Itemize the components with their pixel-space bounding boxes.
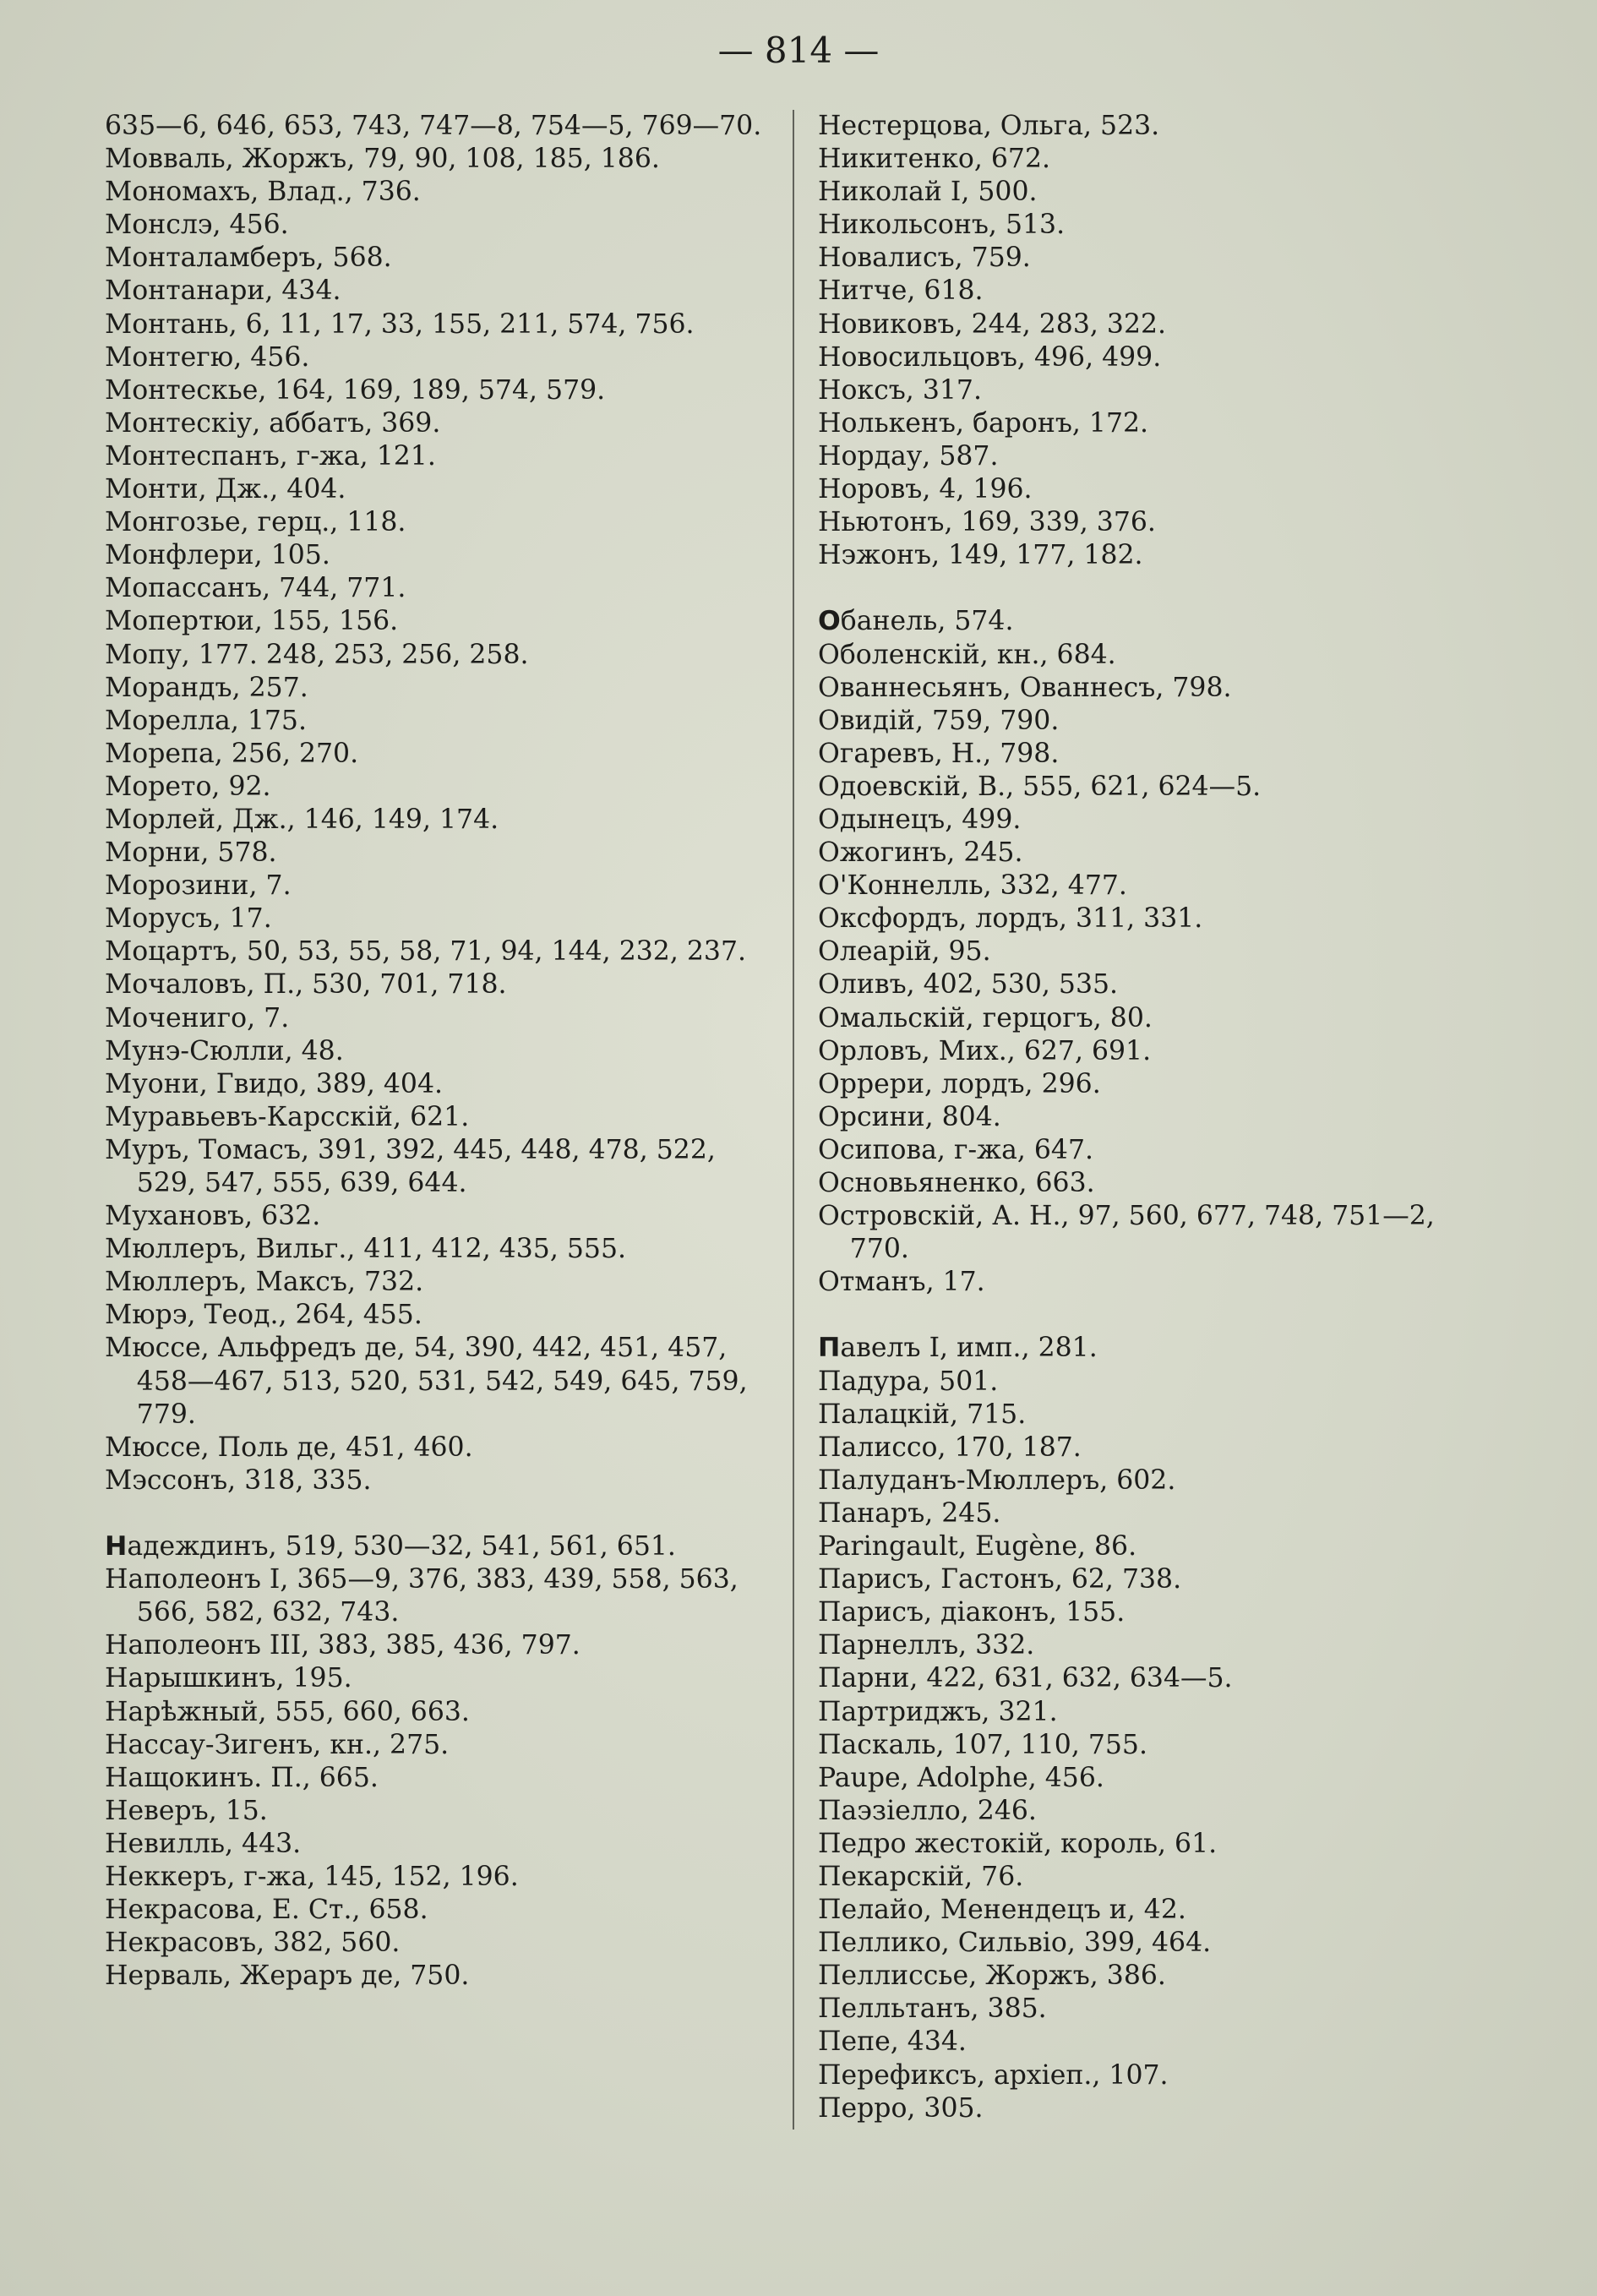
index-entry-text: Парнеллъ, 332.: [818, 1630, 1035, 1661]
index-entry-text: Наполеонъ III, 383, 385, 436, 797.: [105, 1630, 580, 1661]
index-entry-text: авелъ I, имп., 281.: [840, 1333, 1098, 1364]
index-entry-text: Нарѣжный, 555, 660, 663.: [105, 1696, 470, 1727]
index-entry: [105, 1101, 772, 1134]
section-gap: [818, 572, 1477, 605]
index-entry: [105, 1696, 772, 1729]
index-entry: [105, 738, 772, 771]
index-entry-text: Одынецъ, 499.: [818, 804, 1022, 835]
index-entry-text: Мопертюи, 155, 156.: [105, 606, 399, 637]
index-entry-text: Мопассанъ, 744, 771.: [105, 573, 406, 604]
index-entry: [105, 110, 772, 143]
index-entry-text: Олеарiй, 95.: [818, 936, 991, 968]
index-entry-text: Нордау, 587.: [818, 440, 999, 472]
index-entry: [105, 1035, 772, 1068]
index-entry-text: Неккеръ, г-жа, 145, 152, 196.: [105, 1861, 519, 1892]
index-entry-text: Монтанари, 434.: [105, 275, 341, 307]
index-entry-text: Палацкiй, 715.: [818, 1399, 1027, 1430]
index-entry-text: Никольсонъ, 513.: [818, 210, 1066, 241]
index-entry: [818, 1134, 1477, 1167]
index-entry-text: Монталамберъ, 568.: [105, 243, 392, 274]
index-entry-text: О'Коннелль, 332, 477.: [818, 870, 1127, 902]
index-entry: [818, 143, 1477, 176]
index-entry: [105, 407, 772, 440]
index-entry-text: Орловъ, Мих., 627, 691.: [818, 1035, 1152, 1066]
index-entry: [818, 1861, 1477, 1894]
index-entry: [105, 1927, 772, 1960]
index-entry: [818, 1729, 1477, 1762]
index-entry: [105, 1662, 772, 1695]
column-divider: [793, 110, 794, 2130]
index-entry: [105, 1894, 772, 1927]
index-entry: [105, 374, 772, 407]
index-entry: [818, 605, 1477, 638]
index-entry-text: Нестерцова, Ольга, 523.: [818, 111, 1160, 141]
index-entry-text: Нассау-Зигенъ, кн., 275.: [105, 1729, 450, 1760]
index-entry-text: Новиковъ, 244, 283, 322.: [818, 308, 1167, 340]
index-entry: [105, 968, 772, 1001]
index-entry: [105, 1795, 772, 1828]
index-entry: [818, 1167, 1477, 1200]
index-entry-text: Пеллико, Сильвiо, 399, 464.: [818, 1928, 1212, 1959]
index-entry: [818, 242, 1477, 275]
index-entry: [818, 1894, 1477, 1927]
index-entry: [818, 1035, 1477, 1068]
index-entry: [105, 672, 772, 705]
index-entry-text: Падура, 501.: [818, 1366, 999, 1397]
index-entry-text: Пелльтанъ, 385.: [818, 1993, 1047, 2025]
index-entry-text: Мюссе, Альфредъ де, 54, 390, 442, 451, 457, 458—467, 513, 520, 531, 542, 549, 645, 759, 779.: [105, 1333, 748, 1430]
index-entry: [818, 1399, 1477, 1432]
index-entry-text: Мопу, 177. 248, 253, 256, 258.: [105, 639, 529, 670]
index-entry-text: Мовваль, Жоржъ, 79, 90, 108, 185, 186.: [105, 144, 660, 175]
index-entry-text: банель, 574.: [840, 606, 1014, 637]
index-entry: [818, 837, 1477, 870]
index-entry: [818, 1762, 1477, 1795]
index-entry: [818, 374, 1477, 407]
index-entry: [818, 1366, 1477, 1399]
index-column-left: [105, 110, 772, 1993]
index-entry-text: Оливъ, 402, 530, 535.: [818, 969, 1119, 1001]
index-entry-text: Нолькенъ, баронъ, 172.: [818, 407, 1149, 439]
index-entry: [818, 341, 1477, 374]
index-entry: [105, 1002, 772, 1035]
index-entry-text: Монтескье, 164, 169, 189, 574, 579.: [105, 374, 606, 406]
index-entry: [818, 473, 1477, 506]
index-entry: [105, 1530, 772, 1563]
index-entry-text: Мэссонъ, 318, 335.: [105, 1464, 372, 1496]
index-entry-text: Мочаловъ, П., 530, 701, 718.: [105, 969, 507, 1001]
index-entry: [818, 1068, 1477, 1101]
index-entry: [105, 341, 772, 374]
index-entry: [818, 1563, 1477, 1596]
index-entry-text: Морепа, 256, 270.: [105, 738, 359, 769]
index-entry: [818, 968, 1477, 1001]
index-entry-text: Пеллиссье, Жоржъ, 386.: [818, 1961, 1166, 1992]
index-entry: [105, 308, 772, 341]
index-entry-text: Наполеонъ I, 365—9, 376, 383, 439, 558, 563, 566, 582, 632, 743.: [105, 1564, 739, 1628]
index-entry-text: Ожогинъ, 245.: [818, 837, 1023, 869]
index-entry-text: Морето, 92.: [105, 771, 271, 802]
index-entry-text: Огаревъ, Н., 798.: [818, 738, 1060, 769]
index-entry: [818, 209, 1477, 242]
index-entry: [818, 110, 1477, 143]
index-entry-text: Морлей, Дж., 146, 149, 174.: [105, 804, 499, 835]
index-entry-text: Муони, Гвидо, 389, 404.: [105, 1068, 444, 1099]
index-entry: [818, 705, 1477, 738]
index-entry-text: Осипова, г-жа, 647.: [818, 1134, 1094, 1165]
section-initial: П: [818, 1333, 841, 1364]
index-entry: [818, 1927, 1477, 1960]
index-entry: [818, 935, 1477, 968]
index-entry: [105, 1134, 772, 1200]
index-entry-text: Нитче, 618.: [818, 275, 984, 307]
index-entry-text: Невилль, 443.: [105, 1828, 302, 1859]
index-entry-text: Мюллеръ, Максъ, 732.: [105, 1267, 424, 1298]
index-entry: [818, 1332, 1477, 1365]
index-entry: [818, 176, 1477, 209]
index-entry: [818, 1795, 1477, 1828]
index-entry: [818, 804, 1477, 837]
index-column-right: [818, 110, 1477, 2125]
index-entry-text: Некрасова, Е. Ст., 658.: [105, 1895, 428, 1926]
index-entry-text: Панаръ, 245.: [818, 1497, 1001, 1529]
index-entry: [105, 1464, 772, 1497]
index-entry: [818, 672, 1477, 705]
index-entry-text: Монгозье, герц., 118.: [105, 507, 406, 538]
index-entry: [105, 440, 772, 473]
index-entry: [105, 1068, 772, 1101]
index-entry: [818, 407, 1477, 440]
index-entry: [105, 209, 772, 242]
index-entry-text: Новосильцовъ, 496, 499.: [818, 341, 1162, 373]
index-entry: [818, 1432, 1477, 1464]
index-entry: [818, 440, 1477, 473]
index-entry-text: Монтескiу, аббатъ, 369.: [105, 407, 441, 439]
index-entry-text: Николай I, 500.: [818, 177, 1038, 208]
index-entry-text: Морни, 578.: [105, 837, 277, 869]
index-entry: [818, 1530, 1477, 1563]
index-entry: [105, 539, 772, 572]
index-entry: [818, 539, 1477, 572]
index-entry: [818, 275, 1477, 308]
index-entry-text: Муръ, Томасъ, 391, 392, 445, 448, 478, 522, 529, 547, 555, 639, 644.: [105, 1134, 716, 1198]
index-entry: [105, 1432, 772, 1464]
index-entry: [105, 473, 772, 506]
index-entry-text: Отманъ, 17.: [818, 1267, 985, 1298]
index-entry: [818, 308, 1477, 341]
index-entry-text: Paupe, Adolphe, 456.: [818, 1762, 1104, 1793]
section-initial: Н: [105, 1531, 128, 1562]
index-entry-text: Ньютонъ, 169, 339, 376.: [818, 507, 1156, 538]
index-entry: [105, 1299, 772, 1332]
index-entry-text: Мюссе, Поль де, 451, 460.: [105, 1432, 473, 1463]
index-entry: [818, 2092, 1477, 2125]
index-entry-text: Монтань, 6, 11, 17, 33, 155, 211, 574, 756.: [105, 308, 695, 340]
index-entry: [818, 738, 1477, 771]
index-entry: [105, 572, 772, 605]
index-entry: [105, 1563, 772, 1629]
index-entry: [818, 1464, 1477, 1497]
index-entry-text: Орсини, 804.: [818, 1101, 1001, 1132]
index-entry-text: Мюрэ, Теод., 264, 455.: [105, 1300, 422, 1331]
index-entry-text: Моцартъ, 50, 53, 55, 58, 71, 94, 144, 232, 237.: [105, 936, 746, 968]
index-entry: [105, 804, 772, 837]
index-entry: [818, 1002, 1477, 1035]
index-entry: [818, 639, 1477, 672]
index-entry-text: Перро, 305.: [818, 2092, 984, 2124]
index-entry-text: Монслэ, 456.: [105, 210, 289, 241]
index-entry-text: Ноксъ, 317.: [818, 374, 982, 406]
index-entry: [105, 1960, 772, 1993]
index-entry-text: Паэзiелло, 246.: [818, 1795, 1037, 1826]
index-entry: [105, 1629, 772, 1662]
index-entry-text: Перефиксъ, архiеп., 107.: [818, 2059, 1169, 2091]
index-entry-text: Никитенко, 672.: [818, 144, 1051, 175]
section-gap: [818, 1299, 1477, 1332]
index-entry-text: Оксфордъ, лордъ, 311, 331.: [818, 903, 1203, 935]
index-entry-text: Некрасовъ, 382, 560.: [105, 1928, 401, 1959]
index-entry-text: Пекарскiй, 76.: [818, 1861, 1024, 1892]
index-entry: [105, 1861, 772, 1894]
index-entry-text: Оррери, лордъ, 296.: [818, 1068, 1101, 1099]
index-entry: [105, 705, 772, 738]
index-entry: [105, 1762, 772, 1795]
index-entry: [818, 1596, 1477, 1629]
index-entry-text: Паскаль, 107, 110, 755.: [818, 1729, 1147, 1760]
index-entry: [105, 837, 772, 870]
index-entry-text: Морусъ, 17.: [105, 903, 272, 935]
index-entry: [818, 1266, 1477, 1299]
index-entry-text: Монтеспанъ, г-жа, 121.: [105, 440, 436, 472]
index-entry-text: Оболенскiй, кн., 684.: [818, 639, 1116, 670]
index-entry-text: Палуданъ-Мюллеръ, 602.: [818, 1464, 1176, 1496]
section-gap: [105, 1497, 772, 1530]
index-entry: [818, 1629, 1477, 1662]
index-entry-text: Мочениго, 7.: [105, 1002, 290, 1033]
index-entry-text: Островскiй, А. Н., 97, 560, 677, 748, 751—2, 770.: [818, 1201, 1435, 1265]
index-entry-text: Нащокинъ. П., 665.: [105, 1762, 379, 1793]
index-entry-text: Парисъ, дiаконъ, 155.: [818, 1597, 1126, 1628]
index-entry-text: Морозини, 7.: [105, 870, 292, 902]
index-entry: [818, 1828, 1477, 1861]
index-entry: [105, 870, 772, 903]
index-entry: [105, 605, 772, 638]
index-entry-text: Монфлери, 105.: [105, 540, 330, 571]
index-entry-text: Морелла, 175.: [105, 705, 307, 736]
index-entry-text: Муравьевъ-Карсскiй, 621.: [105, 1101, 470, 1132]
index-entry-text: Мюллеръ, Вильг., 411, 412, 435, 555.: [105, 1234, 627, 1265]
index-entry: [818, 771, 1477, 804]
index-entry-text: Парисъ, Гастонъ, 62, 738.: [818, 1564, 1182, 1595]
index-entry: [105, 1729, 772, 1762]
index-entry: [818, 1960, 1477, 1993]
index-entry-text: Неверъ, 15.: [105, 1795, 268, 1826]
index-entry: [105, 1233, 772, 1266]
index-entry-text: Омальскiй, герцогъ, 80.: [818, 1002, 1153, 1033]
index-entry: [105, 771, 772, 804]
page-number: — 814 —: [717, 30, 880, 71]
index-entry-text: Мунэ-Сюлли, 48.: [105, 1035, 344, 1066]
index-entry-text: адеждинъ, 519, 530—32, 541, 561, 651.: [127, 1531, 676, 1562]
index-entry-text: Ованнесьянъ, Ованнесъ, 798.: [818, 672, 1232, 703]
index-entry-text: Норовъ, 4, 196.: [818, 474, 1033, 505]
index-entry-text: Нэжонъ, 149, 177, 182.: [818, 540, 1143, 571]
index-entry: [105, 176, 772, 209]
index-entry: [818, 903, 1477, 935]
index-entry: [105, 1266, 772, 1299]
index-entry-text: Нарышкинъ, 195.: [105, 1663, 352, 1694]
index-entry: [818, 1993, 1477, 2026]
index-entry-text: Мономахъ, Влад., 736.: [105, 177, 421, 208]
index-entry-text: Овидiй, 759, 790.: [818, 705, 1060, 736]
index-entry-text: Педро жестокiй, король, 61.: [818, 1828, 1218, 1859]
index-entry: [105, 242, 772, 275]
index-entry: [818, 1696, 1477, 1729]
index-entry-text: Палиссо, 170, 187.: [818, 1432, 1082, 1463]
section-initial: О: [818, 606, 841, 637]
index-entry: [105, 639, 772, 672]
index-entry: [105, 1332, 772, 1431]
index-entry: [105, 903, 772, 935]
index-entry-text: Пелайо, Менендецъ и, 42.: [818, 1895, 1186, 1926]
index-entry-text: Новалисъ, 759.: [818, 243, 1031, 274]
index-entry: [105, 1828, 772, 1861]
index-entry-text: Мухановъ, 632.: [105, 1201, 321, 1232]
index-entry-text: Одоевскiй, В., 555, 621, 624—5.: [818, 771, 1262, 802]
index-entry-text: Партриджъ, 321.: [818, 1696, 1058, 1727]
index-entry-text: Парни, 422, 631, 632, 634—5.: [818, 1663, 1233, 1694]
index-entry: [105, 143, 772, 176]
index-entry: [105, 935, 772, 968]
index-entry: [818, 2026, 1477, 2059]
index-entry-text: Пепе, 434.: [818, 2026, 967, 2058]
index-entry: [105, 506, 772, 539]
index-entry-text: Нерваль, Жераръ де, 750.: [105, 1961, 470, 1992]
index-entry: [818, 1497, 1477, 1530]
index-entry: [818, 1662, 1477, 1695]
index-entry-text: Основьяненко, 663.: [818, 1168, 1095, 1198]
index-entry: [105, 275, 772, 308]
index-entry: [818, 870, 1477, 903]
index-entry: [105, 1200, 772, 1233]
index-entry-text: Paringault, Eugène, 86.: [818, 1531, 1137, 1562]
index-entry-text: Монтегю, 456.: [105, 341, 310, 373]
index-entry: [818, 1101, 1477, 1134]
index-entry: [818, 506, 1477, 539]
index-entry-text: Морандъ, 257.: [105, 672, 308, 703]
index-entry: [818, 1200, 1477, 1266]
index-entry: [818, 2059, 1477, 2092]
index-entry-text: Монти, Дж., 404.: [105, 474, 346, 505]
index-entry-text: 635—6, 646, 653, 743, 747—8, 754—5, 769—70.: [105, 111, 762, 141]
